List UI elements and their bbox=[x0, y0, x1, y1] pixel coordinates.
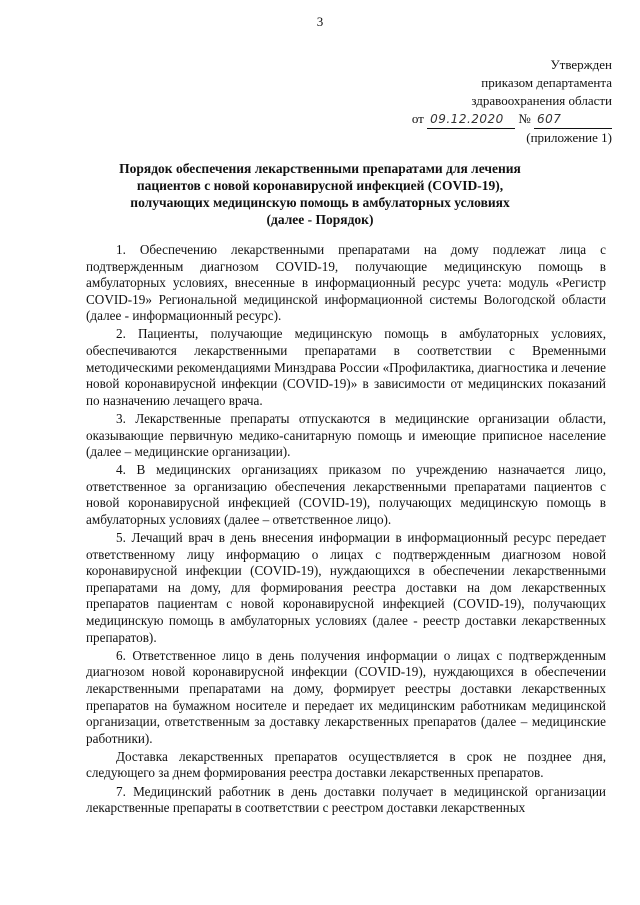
title-line-2: пациентов с новой коронавирусной инфекцией (COVID-19), bbox=[136, 178, 504, 193]
paragraph-2: 2. Пациенты, получающие медицинскую помощь в амбулаторных условиях, обеспечиваются лекарственными препаратами в соответствии с Временными методическими рекомендациями Минздрава России «Профилактика, диагностика и лечение новой коронавирусной инфекции (COVID-19)» в зависимости от медицинских показаний по назначению лечащего врача. bbox=[86, 326, 606, 408]
from-label: от bbox=[411, 111, 424, 126]
handwritten-date: 09.12.2020 bbox=[427, 110, 515, 129]
paragraph-6-delivery: Доставка лекарственных препаратов осуществляется в срок не позднее дня, следующего за днем формирования реестра доставки лекарственных препаратов. bbox=[86, 748, 606, 781]
title-line-1: Порядок обеспечения лекарственными препаратами для лечения bbox=[119, 161, 521, 176]
approval-line-approved: Утвержден bbox=[550, 57, 612, 72]
paragraph-5: 5. Лечащий врач в день внесения информации в информационный ресурс передает ответственному лицу информацию о лицах с подтвержденным диагнозом новой коронавирусной инфекции (COVID-19), нуждающихся в обеспечении лекарственными препаратами на дому, для формирования реестра доставки на дом лекарственных препаратов пациентам с новой коронавирусной инфекцией (COVID-19), получающих медицинскую помощь в амбулаторных условиях (далее - реестр доставки лекарственных препаратов). bbox=[86, 530, 606, 645]
document-body bbox=[86, 242, 606, 818]
approval-line-order: приказом департамента bbox=[481, 75, 612, 90]
paragraph-6: 6. Ответственное лицо в день получения информации о лицах с подтвержденным диагнозом новой коронавирусной инфекции (COVID-19), нуждающихся в обеспечении лекарственными препаратами на дому, формирует реестры доставки лекарственных препаратов на бумажном носителе и передает их медицинским работникам медицинской организации, ответственным за доставку лекарственных препаратов (далее – медицинские работники). bbox=[86, 647, 606, 746]
approval-line-department: здравоохранения области bbox=[471, 93, 612, 108]
title-line-4: (далее - Порядок) bbox=[266, 212, 374, 227]
approval-block bbox=[412, 56, 612, 147]
document-title bbox=[60, 160, 580, 228]
number-label: № bbox=[518, 111, 531, 126]
paragraph-3: 3. Лекарственные препараты отпускаются в медицинские организации области, оказывающие первичную медико-санитарную помощь и имеющие приписное население (далее – медицинские организации). bbox=[86, 410, 606, 460]
handwritten-number: 607 bbox=[534, 110, 612, 129]
page-number: 3 bbox=[316, 14, 324, 29]
paragraph-7: 7. Медицинский работник в день доставки получает в медицинской организации лекарственные препараты в соответствии с реестром доставки лекарственных bbox=[86, 783, 606, 816]
paragraph-4: 4. В медицинских организациях приказом по учреждению назначается лицо, ответственное за организацию обеспечения лекарственными препаратами пациентов с новой коронавирусной инфекцией (COVID-19), получающих медицинскую помощь в амбулаторных условиях (далее – ответственное лицо). bbox=[86, 462, 606, 527]
appendix-label: (приложение 1) bbox=[526, 130, 612, 145]
approval-date-number-line bbox=[412, 110, 612, 129]
title-line-3: получающих медицинскую помощь в амбулаторных условиях bbox=[130, 195, 510, 210]
paragraph-1: 1. Обеспечению лекарственными препаратами на дому подлежат лица с подтвержденным диагнозом COVID-19, получающие медицинскую помощь в амбулаторных условиях, внесенные в информационный ресурс учета: модуль «Регистр COVID-19» Региональной медицинской информационной системы Вологодской области (далее - информационный ресурс). bbox=[86, 242, 606, 324]
